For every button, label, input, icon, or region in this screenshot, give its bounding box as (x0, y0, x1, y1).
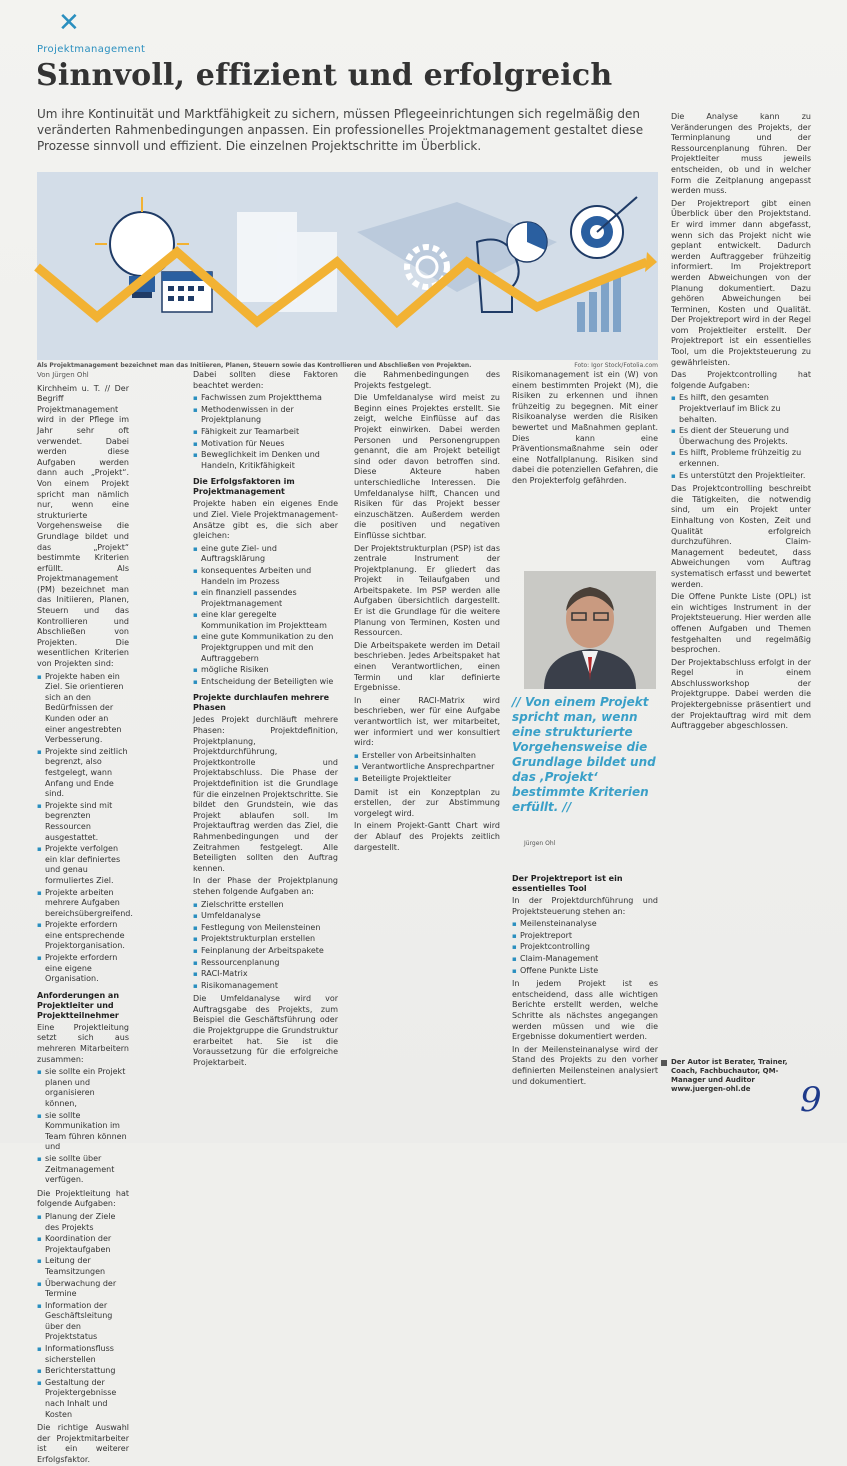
list-item: ▪ Methodenwissen in der Projektplanung (193, 405, 338, 426)
list-item: ▪ Projekte verfolgen ein klar definiertes und genau formuliertes Ziel. (37, 844, 129, 886)
list-item: ▪ Festlegung von Meilensteinen (193, 923, 338, 934)
controlling-list (671, 393, 811, 481)
col3-paragraph-4: Die Arbeitspakete werden im Detail beschrieben. Jedes Arbeitspaket hat einen Verantwortlichen, einen Termin und klar definierte Ergebnisse. (354, 640, 500, 693)
intro-paragraph: Um ihre Kontinuität und Marktfähigkeit zu sichern, müssen Pflegeeinrichtungen sich regelmäßig den veränderten Rahmenbedingungen anpassen. Ein professionelles Projektmanagement gestaltet diese Prozesse sinnvoll und effizient. Die einzelnen Projektschritte im Überblick. (37, 107, 644, 153)
list-item: ▪ RACI-Matrix (193, 969, 338, 980)
list-item: ▪ Projektreport (512, 931, 658, 942)
article-column-2 (193, 370, 338, 1130)
section-kicker: Projektmanagement (37, 44, 146, 55)
article-column-4-top (512, 370, 658, 565)
list-item: ▪ mögliche Risiken (193, 665, 338, 676)
col2-paragraph-4: In der Phase der Projektplanung stehen folgende Aufgaben an: (193, 876, 338, 896)
list-item: ▪ Fähigkeit zur Teamarbeit (193, 427, 338, 438)
subheading-phases: Projekte durchlaufen mehrere Phasen (193, 693, 330, 713)
col3-paragraph-6: Damit ist ein Konzeptplan zu erstellen, der zur Abstimmung vorgelegt wird. (354, 787, 500, 818)
pull-quote: // Von einem Projekt spricht man, wenn eine strukturierte Vorgehensweise die Grundlage bildet und das ‚Projekt‘ bestimmte Kriterien erfüllt. // (512, 695, 656, 814)
article-column-1 (37, 370, 133, 1464)
hero-caption (37, 362, 658, 369)
col5-paragraph-4: Das Projektcontrolling beschreibt die Tätigkeiten, die notwendig sind, um ein Projekt unter Einhaltung von Kosten, Zeit und Qualität erfolgreich durchzuführen. Claim-Management bedeutet, dass Abweichungen vom Auftrag systematisch erfasst und bewertet werden. (671, 484, 811, 589)
list-item: ▪ Entscheidung der Beteiligten wie (193, 677, 338, 688)
list-item: ▪ Es dient der Steuerung und Überwachung des Projekts. (671, 426, 811, 447)
col5-paragraph-1: Die Analyse kann zu Veränderungen des Projekts, der Terminplanung und der Ressourcenplanung führen. Der Projektleiter muss jeweils entscheiden, ob und in welcher Form die Zeitplanung angepasst werden muss. (671, 112, 811, 196)
subheading-success-factors: Die Erfolgsfaktoren im Projektmanagement (193, 477, 295, 497)
col5-paragraph-2: Der Projektreport gibt einen Überblick über den Projektstand. Er wird immer dann abgefasst, wenn sich das Projekt nicht wie geplant entwickelt. Dadurch werden Auftraggeber frühzeitig informiert. Im Projektreport werden Abweichungen von der Planung dokumentiert. Dazu gehören Abweichungen bei Terminen, Kosten und Qualität. Der Projektreport wird in der Regel vom Projektleiter erstellt. Der Projektreport ist ein essentielles Tool, um die Projektsteuerung zu gewährleisten. (671, 198, 811, 367)
list-item: ▪ Beweglichkeit im Denken und Handeln, Kritikfähigkeit (193, 450, 338, 471)
list-item: ▪ Zielschritte erstellen (193, 900, 338, 911)
tasks-list (37, 1212, 129, 1420)
list-item: ▪ Motivation für Neues (193, 439, 338, 450)
list-item: ▪ Projekte sind zeitlich begrenzt, also festgelegt, wann Anfang und Ende sind. (37, 747, 129, 800)
list-item: ▪ Informationsfluss sicherstellen (37, 1344, 129, 1365)
list-item: ▪ Offene Punkte Liste (512, 966, 658, 977)
article-column-3 (354, 370, 500, 1130)
col5-paragraph-6: Der Projektabschluss erfolgt in der Regel in einem Abschlussworkshop der Projektgruppe. Dabei werden die Projektergebnisse präsentiert und der Projektauftrag wird mit dem Auftraggeber abgeschlossen. (671, 657, 811, 731)
list-item: ▪ Ressourcenplanung (193, 958, 338, 969)
list-item: ▪ eine klar geregelte Kommunikation im Projektteam (193, 610, 338, 631)
col3-paragraph-3: Der Projektstrukturplan (PSP) ist das zentrale Instrument der Projektplanung. Er gliedert das Projekt in Teilaufgaben und Arbeitspakete. Im PSP werden alle Aufgaben übersichtlich dargestellt. Er ist die Grundlage für die weitere Planung von Terminen, Kosten und Ressourcen. (354, 543, 500, 638)
list-item: ▪ Berichterstattung (37, 1366, 129, 1377)
col2-paragraph-3: Jedes Projekt durchläuft mehrere Phasen: Projektdefinition, Projektplanung, Projektdurchführung, Projektkontrolle und Projektabschluss. Die Phase der Projektdefinition ist die Grundlage für die einzelnen Projektschritte. Sie bildet den Grundstein, wie das Projekt ablaufen soll. Im Projektauftrag werden das Ziel, die Rahmenbedingungen und der Zeitrahmen festgelegt. Alle Beteiligten sollten den Auftrag kennen. (193, 715, 338, 873)
author-portrait (524, 571, 656, 689)
list-item: ▪ Claim-Management (512, 954, 658, 965)
subheading-report: Der Projektreport ist ein essentielles Tool (512, 874, 623, 893)
col4-paragraph-1: Risikomanagement ist ein (W) von einem bestimmten Projekt (M), die Risiken zu erkennen und ihnen frühzeitig zu begegnen. Mit einer Risikoanalyse werden die Risiken bewertet und Maßnahmen geplant. Dies kann eine Präventionsmaßnahme sein oder eine Notfallplanung. Risiken sind dabei die potenziellen Gefahren, die den Projekterfolg gefährden. (512, 370, 658, 485)
list-item: ▪ Ersteller von Arbeitsinhalten (354, 751, 500, 762)
list-item: ▪ Beteiligte Projektleiter (354, 774, 500, 785)
list-item: ▪ sie sollte ein Projekt planen und organisieren können, (37, 1067, 129, 1109)
list-item: ▪ ein finanziell passendes Projektmanagement (193, 588, 338, 609)
list-item: ▪ Überwachung der Termine (37, 1279, 129, 1300)
page-number: 9 (800, 1080, 822, 1120)
col3-paragraph-2: Die Umfeldanalyse wird meist zu Beginn eines Projektes erstellt. Sie zeigt, welche Einflüsse auf das Projekt einwirken. Dabei werden Personen und Personengruppen genannt, die am Projekt beteiligt sind oder davon betroffen sind. Diese Akteure haben unterschiedliche Interessen. Die Umfeldanalyse hilft, Chancen und Risiken für das Projekt besser einzuschätzen. Außerdem werden die positiven und negativen Einflüsse sichtbar. (354, 393, 500, 540)
col1-paragraph-1: Kirchheim u. T. // Der Begriff Projektmanagement wird in der Pflege im Jahr sehr oft verwendet. Dabei werden diese Aufgaben werden dann auch „Projekt“. Von einem Projekt spricht man nämlich nur, wenn eine strukturierte Vorgehensweise die Grundlage bildet und das „Projekt“ bestimmte Kriterien erfüllt. Als Projektmanagement (PM) bezeichnet man das Initiieren, Planen, Steuern und das Kontrollieren und Abschließen von Projekten. Die wesentlichen Kriterien von Projekten sind: (37, 383, 129, 669)
section-x-icon: ✕ (58, 8, 80, 38)
col5-paragraph-5: Die Offene Punkte Liste (OPL) ist ein wichtiges Instrument in der Projektsteuerung. Hier werden alle offenen Aufgaben und Themen festgehalten und regelmäßig besprochen. (671, 592, 811, 655)
list-item: ▪ Projekte erfordern eine entsprechende Projektorganisation. (37, 920, 129, 952)
factors-list (193, 393, 338, 471)
pull-quote-author: Jürgen Ohl (524, 840, 556, 847)
list-item: ▪ Risikomanagement (193, 981, 338, 992)
col4-paragraph-3: In jedem Projekt ist es entscheidend, dass alle wichtigen Berichte erstellt werden, welche Schritte als nächstes angegangen werden müssen und wie die Ergebnisse dokumentiert werden. (512, 979, 658, 1042)
hero-credit: Foto: Igor Stock/Fotolia.com (574, 362, 658, 369)
col3-paragraph-1: die Rahmenbedingungen des Projekts festgelegt. (354, 370, 500, 390)
col3-paragraph-7: In einem Projekt-Gantt Chart wird der Ablauf des Projekts zeitlich dargestellt. (354, 821, 500, 852)
list-item: ▪ sie sollte über Zeitmanagement verfügen. (37, 1154, 129, 1186)
planning-list (193, 900, 338, 992)
report-list (512, 919, 658, 976)
requirements-list (37, 1067, 129, 1186)
author-info-box (671, 1058, 801, 1094)
page-title: Sinnvoll, effizient und erfolgreich (36, 58, 613, 93)
list-item: ▪ Es hilft, den gesamten Projektverlauf im Blick zu behalten. (671, 393, 811, 425)
col1-paragraph-2: Eine Projektleitung setzt sich aus mehreren Mitarbeitern zusammen: (37, 1022, 129, 1064)
list-item: ▪ Koordination der Projektaufgaben (37, 1234, 129, 1255)
list-item: ▪ Gestaltung der Projektergebnisse nach Inhalt und Kosten (37, 1378, 129, 1420)
byline: Von Jürgen Ohl (37, 371, 89, 379)
list-item: ▪ Planung der Ziele des Projekts (37, 1212, 129, 1233)
portrait-image (524, 571, 656, 689)
success-list (193, 544, 338, 688)
list-item: ▪ Es hilft, Probleme frühzeitig zu erkennen. (671, 448, 811, 469)
list-item: ▪ eine gute Ziel- und Auftragsklärung (193, 544, 338, 565)
author-info-text: Der Autor ist Berater, Trainer, Coach, Fachbuchautor, QM-Manager und Auditor www.juergen-ohl.de (671, 1058, 788, 1093)
col3-paragraph-5: In einer RACI-Matrix wird beschrieben, wer für eine Aufgabe verantwortlich ist, wer mitarbeitet, wer informiert und wer konsultiert wird: (354, 695, 500, 748)
col2-paragraph-1: Dabei sollten diese Faktoren beachtet werden: (193, 370, 338, 390)
raci-list (354, 751, 500, 785)
list-item: ▪ Information der Geschäftsleitung über den Projektstatus (37, 1301, 129, 1343)
subheading-requirements: Anforderungen an Projektleiter und Projektteilnehmer (37, 990, 120, 1020)
list-item: ▪ sie sollte Kommunikation im Team führen können und (37, 1111, 129, 1153)
list-item: ▪ Fachwissen zum Projektthema (193, 393, 338, 404)
list-item: ▪ Leitung der Teamsitzungen (37, 1256, 129, 1277)
article-column-4-bottom (512, 868, 658, 1130)
col2-paragraph-5: Die Umfeldanalyse wird vor Auftragsgabe des Projekts, zum Beispiel die Geschäftsführung oder die Projektgruppe die Grundstruktur erarbeitet hat. Sie ist die Voraussetzung für die erfolgreiche Projektarbeit. (193, 994, 338, 1067)
list-item: ▪ eine gute Kommunikation zu den Projektgruppen und mit den Auftraggebern (193, 632, 338, 664)
list-item: ▪ konsequentes Arbeiten und Handeln im Prozess (193, 566, 338, 587)
project-illustration-graphic (37, 172, 658, 360)
col4-paragraph-2: In der Projektdurchführung und Projektsteuerung stehen an: (512, 896, 658, 916)
article-column-5 (671, 112, 811, 1052)
list-item: ▪ Feinplanung der Arbeitspakete (193, 946, 338, 957)
pie-chart-icon (507, 222, 547, 262)
list-item: ▪ Projekte arbeiten mehrere Aufgaben bereichsübergreifend. (37, 888, 129, 920)
hero-caption-text: Als Projektmanagement bezeichnet man das Initiieren, Planen, Steuern sowie das Kontrollieren und Abschließen von Projekten. (37, 362, 472, 369)
list-item: ▪ Projekte sind mit begrenzten Ressourcen ausgestattet. (37, 801, 129, 843)
list-item: ▪ Projektcontrolling (512, 942, 658, 953)
list-item: ▪ Meilensteinanalyse (512, 919, 658, 930)
col1-paragraph-4: Die richtige Auswahl der Projektmitarbeiter ist ein weiterer Erfolgsfaktor. (37, 1423, 129, 1464)
col5-paragraph-3: Das Projektcontrolling hat folgende Aufgaben: (671, 370, 811, 390)
square-bullet-icon (661, 1060, 667, 1066)
hero-illustration (37, 172, 658, 360)
list-item: ▪ Umfeldanalyse (193, 911, 338, 922)
col4-paragraph-4: In der Meilensteinanalyse wird der Stand des Projekts zu den vorher definierten Meilensteinen analysiert und dokumentiert. (512, 1044, 658, 1086)
list-item: ▪ Projekte haben ein Ziel. Sie orientieren sich an den Bedürfnissen der Kunden oder an einer angestrebten Verbesserung. (37, 672, 129, 746)
list-item: ▪ Projektstrukturplan erstellen (193, 934, 338, 945)
criteria-list (37, 671, 133, 985)
list-item: ▪ Projekte erfordern eine eigene Organisation. (37, 953, 129, 985)
col1-paragraph-3: Die Projektleitung hat folgende Aufgaben: (37, 1188, 129, 1209)
list-item: ▪ Es unterstützt den Projektleiter. (671, 471, 811, 482)
list-item: ▪ Verantwortliche Ansprechpartner (354, 762, 500, 773)
col2-paragraph-2: Projekte haben ein eigenes Ende und Ziel. Viele Projektmanagement-Ansätze gibt es, die sich aber gleichen: (193, 499, 338, 541)
